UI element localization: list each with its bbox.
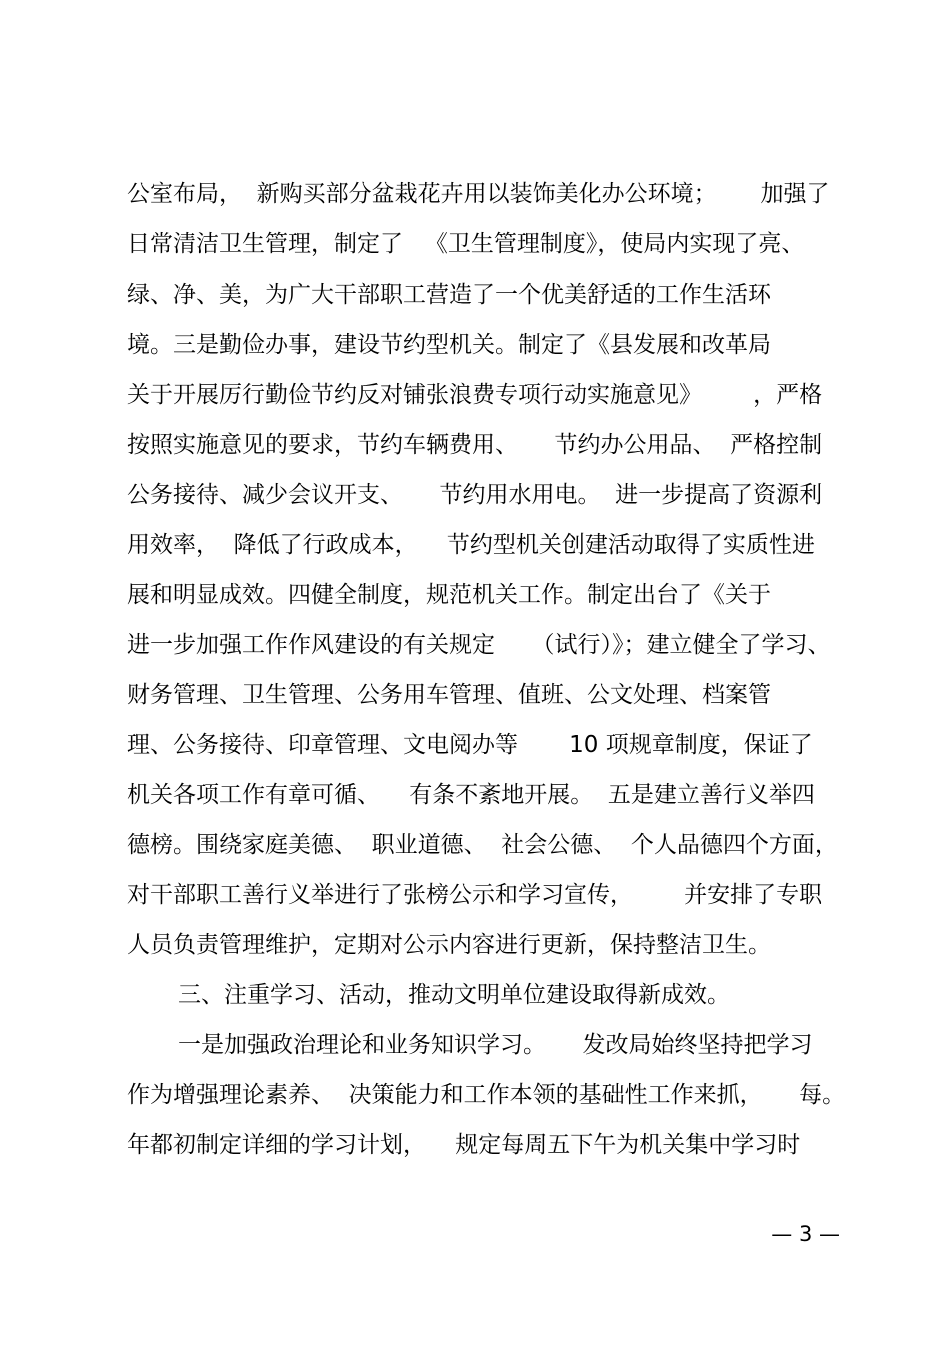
text-line: 人员负责管理维护，定期对公示内容进行更新，保持整洁卫生。 <box>127 932 771 958</box>
text-line: 公务接待、减少会议开支、 节约用水用电。 进一步提高了资源利 <box>127 482 823 508</box>
text-line: 公室布局， 新购买部分盆栽花卉用以装饰美化办公环境； 加强了 <box>127 181 830 207</box>
text-line: 关于开展厉行勤俭节约反对铺张浪费专项行动实施意见》 ，严格 <box>127 382 823 408</box>
text-line: 日常清洁卫生管理，制定了 《卫生管理制度》，使局内实现了亮、 <box>127 231 805 257</box>
text-line: 对干部职工善行义举进行了张榜公示和学习宣传， 并安排了专职 <box>127 882 823 908</box>
page-number: — 3 — <box>771 1222 840 1246</box>
text-line: 用效率， 降低了行政成本， 节约型机关创建活动取得了实质性进 <box>127 532 815 558</box>
text-line: 财务管理、卫生管理、公务用车管理、值班、公文处理、档案管 <box>127 682 771 708</box>
text-line: 年都初制定详细的学习计划， 规定每周五下午为机关集中学习时 <box>127 1132 801 1158</box>
text-line: 机关各项工作有章可循、 有条不紊地开展。 五是建立善行义举四 <box>127 782 815 808</box>
text-line: 一是加强政治理论和业务知识学习。 发改局始终坚持把学习 <box>178 1032 813 1058</box>
text-line: 进一步加强工作作风建设的有关规定 （试行）》；建立健全了学习、 <box>127 632 831 658</box>
text-line: 作为增强理论素养、 决策能力和工作本领的基础性工作来抓， 每。 <box>127 1082 846 1108</box>
text-line: 按照实施意见的要求，节约车辆费用、 节约办公用品、 严格控制 <box>127 432 823 458</box>
text-line: 境。三是勤俭办事，建设节约型机关。制定了《县发展和改革局 <box>127 332 771 358</box>
text-line: 理、公务接待、印章管理、文电阅办等 10 项规章制度，保证了 <box>127 732 813 758</box>
text-line: 展和明显成效。四健全制度，规范机关工作。制定出台了《关于 <box>127 582 771 608</box>
text-line: 绿、净、美，为广大干部职工营造了一个优美舒适的工作生活环 <box>127 282 771 308</box>
section-heading: 三、注重学习、活动，推动文明单位建设取得新成效。 <box>178 982 730 1008</box>
text-line: 德榜。围绕家庭美德、 职业道德、 社会公德、 个人品德四个方面， <box>127 832 838 858</box>
